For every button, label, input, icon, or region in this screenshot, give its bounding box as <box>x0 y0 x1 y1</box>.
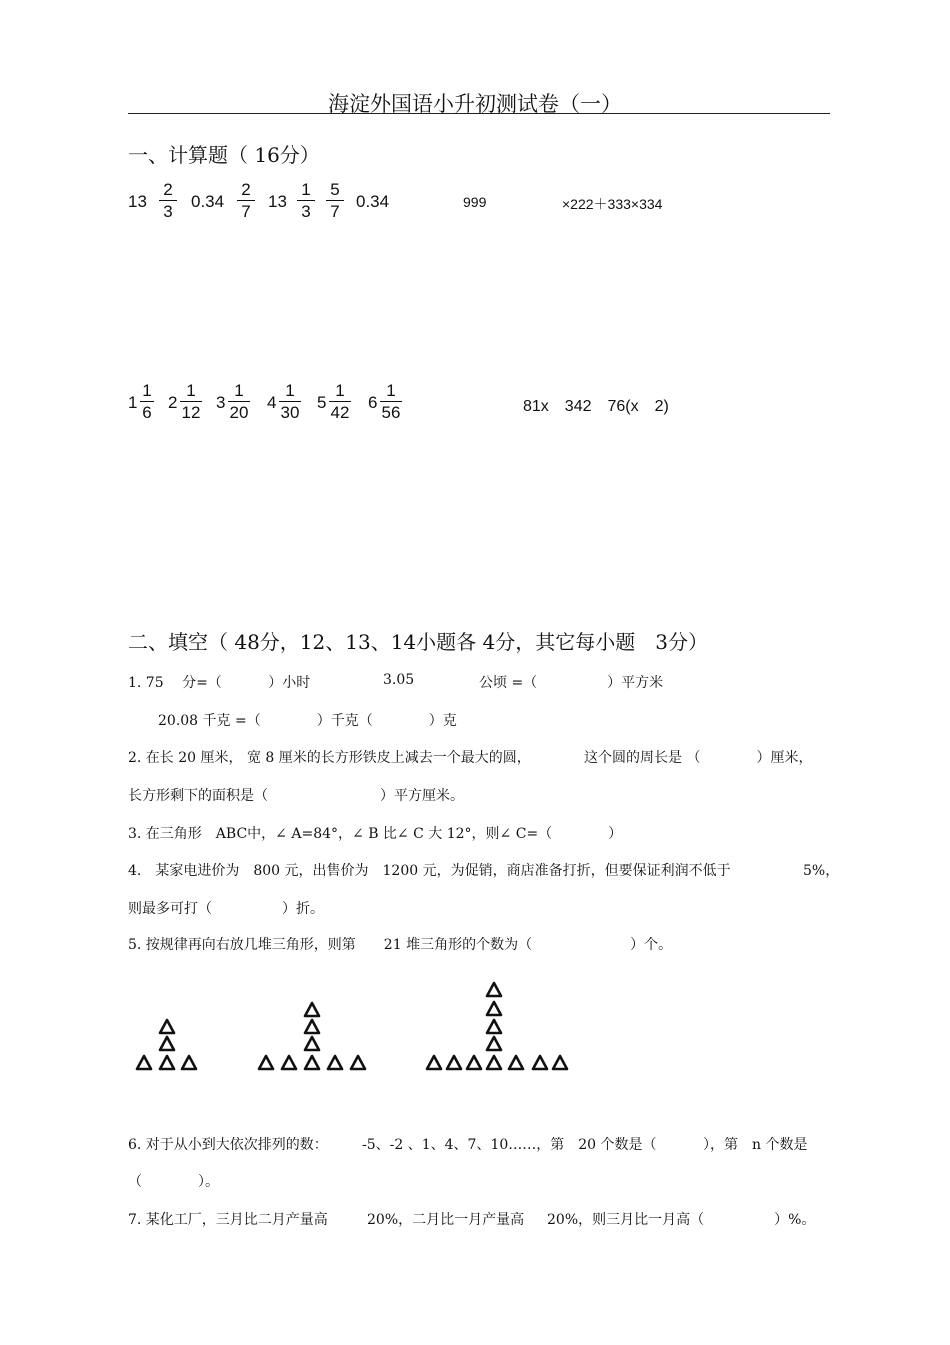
section2-heading: 二、填空（ 48分，12、13、14小题各 4分，其它每小题 3分） <box>128 630 708 654</box>
q4-part-c: 则最多可打（ ）折。 <box>128 901 324 917</box>
q2-part-a: 2. 在长 20 厘米， 宽 8 厘米的长方形铁皮上减去一个最大的圆， <box>128 750 531 766</box>
triangle <box>182 1056 196 1069</box>
triangle <box>427 1056 441 1069</box>
triangle <box>533 1056 547 1069</box>
expr2-part-b: ×222＋333×334 <box>562 196 663 212</box>
q6-part-c: （ ）。 <box>128 1174 219 1190</box>
mixed-number-whole: 6 <box>368 393 378 412</box>
triangle <box>282 1056 296 1069</box>
expr4: 81x 342 76(x 2) <box>523 398 669 415</box>
denominator: 20 <box>229 403 249 422</box>
triangle <box>553 1056 567 1069</box>
triangle <box>160 1020 174 1033</box>
q1-part-a: 1. 75 分=（ ）小时 <box>128 675 311 691</box>
numerator: 2 <box>163 180 173 199</box>
q6-part-a: 6. 对于从小到大依次排列的数： <box>128 1137 328 1153</box>
denominator: 3 <box>301 202 311 221</box>
mixed-number-whole: 2 <box>168 393 178 412</box>
mixed-number-whole: 1 <box>128 393 138 412</box>
mixed-number-whole: 5 <box>317 393 327 412</box>
q1-part-b: 3.05 <box>383 672 415 688</box>
q2-part-c: 长方形剩下的面积是（ ）平方厘米。 <box>128 788 464 804</box>
numerator: 2 <box>241 180 251 199</box>
expr2-part-a: 999 <box>463 194 487 210</box>
triangle <box>487 1002 501 1015</box>
triangle <box>160 1037 174 1050</box>
triangle <box>305 1056 319 1069</box>
triangle <box>487 1056 501 1069</box>
denominator: 3 <box>163 202 173 221</box>
expr1-decimal: 0.34 <box>191 192 225 211</box>
triangle <box>137 1056 151 1069</box>
denominator: 7 <box>330 202 340 221</box>
section1-heading: 一、计算题（ 16分） <box>128 143 320 167</box>
q4-part-a: 4. 某家电进价为 800 元，出售价为 1200 元，为促销，商店准备打折，但要保证利润不低于 <box>128 863 731 879</box>
q7-part-b: 20%，二月比一月产量高 <box>367 1212 525 1228</box>
denominator: 7 <box>241 202 251 221</box>
denominator: 56 <box>381 403 401 422</box>
triangle <box>467 1056 481 1069</box>
q3: 3. 在三角形 ABC中，∠ A=84°，∠ B 比∠ C 大 12°，则∠ C=（ ） <box>128 826 623 842</box>
triangle <box>487 1037 501 1050</box>
triangle <box>487 1020 501 1033</box>
triangle <box>160 1056 174 1069</box>
denominator: 30 <box>280 403 300 422</box>
triangle <box>328 1056 342 1069</box>
expr1-decimal-b: 0.34 <box>356 192 390 211</box>
triangle <box>305 1020 319 1033</box>
mixed-number-whole: 4 <box>267 393 277 412</box>
expr1-whole-13b: 13 <box>268 192 287 211</box>
triangle <box>259 1056 273 1069</box>
numerator: 5 <box>330 180 340 199</box>
triangle <box>351 1056 365 1069</box>
numerator: 1 <box>142 381 152 400</box>
q1-part-c: 公顷 =（ ）平方米 <box>479 675 664 691</box>
triangle <box>447 1056 461 1069</box>
mixed-number-whole: 3 <box>216 393 226 412</box>
q6-part-b: -5、-2 、1、4、7、10……，第 20 个数是（ ），第 n 个数是 <box>362 1137 808 1153</box>
q4-part-b: 5%， <box>803 863 840 879</box>
q7-part-c: 20%，则三月比一月高（ ）%。 <box>547 1212 816 1228</box>
triangle <box>305 1003 319 1016</box>
denominator: 42 <box>330 403 350 422</box>
numerator: 1 <box>386 381 396 400</box>
q2-part-b: 这个圆的周长是 （ ）厘米， <box>584 750 813 766</box>
q7-part-a: 7. 某化工厂，三月比二月产量高 <box>128 1212 328 1228</box>
numerator: 1 <box>301 180 311 199</box>
numerator: 1 <box>285 381 295 400</box>
expr1-whole-13: 13 <box>128 192 147 211</box>
numerator: 1 <box>234 381 244 400</box>
q1-part-d: 20.08 千克 =（ ）千克（ ）克 <box>158 713 457 729</box>
denominator: 12 <box>181 403 201 422</box>
triangle <box>305 1037 319 1050</box>
triangle <box>509 1056 523 1069</box>
numerator: 1 <box>186 381 196 400</box>
page-title: 海淀外国语小升初测试卷（一） <box>328 92 622 116</box>
triangle <box>487 983 501 996</box>
numerator: 1 <box>335 381 345 400</box>
denominator: 6 <box>142 403 152 422</box>
q5: 5. 按规律再向右放几堆三角形，则第 21 堆三角形的个数为（ ）个。 <box>128 937 673 953</box>
